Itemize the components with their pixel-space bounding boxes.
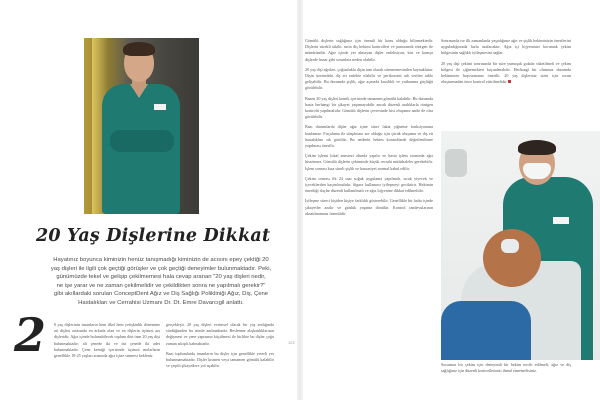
patient-hair	[483, 229, 541, 287]
paragraph: Çekim sonrası ilk 24 saat soğuk uygulama yapılmalı, sıcak yiyecek ve içeceklerden kaçınılmalıdır. Sigara kullanımı iyileşmeyi geciktirir. Hekimin önerdiği ilaçlar düzenli kullanılmalı ve ağız hijyenine dikkat edilmelidir.	[305, 175, 433, 194]
lead-line: Hayatınız boyunca kiminizin henüz tanışmadığı kiminizin de acısını epey çektiği 20	[53, 257, 269, 263]
dentist-mask	[523, 163, 551, 179]
portrait-name-badge	[154, 104, 166, 110]
dentist-hair	[518, 140, 556, 155]
lead-line: ne işe yarar ve ne zaman çekilmelidir ve çekildikten sonra ne yapılmalı gerekir?"	[56, 282, 266, 289]
patient-body	[441, 301, 531, 360]
paragraph-text: 20 yaş dişi çekimi sonrasında bir süre yumuşak gıdalar tüketilmeli ve çekim bölgesi ile çiğnemekten kaçınılmalıdır. Herhangi bir olumsuz durumda hekiminize başvurmanız önerilir. 20 yaş dişleriniz sizin için sorun oluşturmadan önce kontrol ettirilmelidir.	[441, 60, 571, 85]
body-column-2	[166, 322, 274, 392]
dental-lamp	[445, 149, 467, 177]
lead-line: gibi akıllardaki soruları ConceptDent Ağız ve Diş Sağlığı Polikliniği Ağız, Diş, Çene	[53, 291, 269, 298]
body-column-4	[441, 38, 571, 128]
drop-cap: 2	[14, 308, 47, 362]
paragraph: 0 yaş dişlerinin insanların hem ilkel hem yetişkinlik dönemine ait dişleri ortasında en arkada olan ve en dişlerin üçüncü azı dişleridir. Ağız içinde bulunabilecek toplam dört tane 20 yaş dişi bulunmaktadır; alt çenede iki ve üst çenede iki adet bulunmaktadır. Çene kemiği içerisinde üçüncü molarların genellikle 18-25 yaşları arasında ağız içine sürmesi beklenir.	[54, 322, 160, 359]
doctor-portrait-photo	[84, 38, 199, 214]
article-headline: 20 Yaş Dişlerine Dikkat	[36, 226, 271, 246]
lead-line: yaş dişleri ile ilgili çok geçtiği görüşler ve çok geçtiği deneyimler bulunmaktadır. Peki,	[50, 265, 272, 272]
page-number: 122	[288, 340, 295, 345]
paragraph: İyileşme süreci kişiden kişiye farklılık gösterebilir. Genellikle bir hafta içinde şikayetler azalır ve günlük yaşama dönülür. Kontrol randevularının aksatılmaması önemlidir.	[305, 198, 433, 216]
dentist-glove	[501, 239, 519, 253]
paragraph	[441, 61, 571, 86]
paragraph: 20 yaş dişi ağrıları, çoğunlukla dişin tam olarak sürememesinden kaynaklanır. Dişin üzerindeki diş eti enfekte olabilir ve perikoronit adı verilen tablo gelişebilir. Bu durumda şişlik, ağız açmada kısıtlılık ve yutkunma güçlüğü görülebilir.	[305, 66, 433, 91]
paragraph: gerçekleşir. 20 yaş dişleri evrimsel olarak bir yaş aralığında sürdüğünden bu isimle anılmaktadır. Beslenme alışkanlıklarının değişmesi ve çene yapısının küçülmesi ile birlikte bu dişler çoğu zaman sıkışık kalmaktadır.	[166, 322, 274, 346]
paragraph: Bazı durumlarda dişler ağız içine sürer fakat çiğneme fonksiyonuna katılamaz. Fırçalama ile ulaşılması zor olduğu için çürük oluşumu ve diş eti hastalıkları sık görülür. Bu nedenle hekim kontrolünde değerlendirme yapılması önerilir.	[305, 124, 433, 149]
paragraph: Bazı toplumlarda insanların bu dişler için genellikle yeterli yer bulunmamaktadır. Dişler kısmen veya tamamen gömülü kalabilir ve çeşitli şikayetlere yol açabilir.	[166, 350, 274, 369]
article-lead	[36, 256, 286, 308]
lead-line: günümüzde tekel ve gelişip çekilmemesi hala cevap aranan "20 yaş dişleri nedir,	[56, 274, 266, 281]
page-gutter	[297, 0, 303, 400]
end-of-article-mark	[508, 80, 511, 83]
dentist-patient-photo	[441, 131, 600, 360]
portrait-crossed-arms	[110, 130, 174, 152]
body-column-1	[54, 322, 160, 392]
portrait-hair	[123, 42, 155, 56]
body-column-5	[441, 362, 571, 396]
paragraph: Gömülü dişlerin sağlığınız için önemli bir konu olduğu bilinmektedir. Dişlerin sürekli takibi, rutin diş hekimi kontrolleri ve panoramik röntgen ile mümkündür. Ağız içinde yer almayan dişler enfeksiyon, kist ve komşu dişlerde hasar gibi sorunlara neden olabilir.	[305, 38, 433, 62]
paragraph: Bazen 20 yaş dişleri kemik içerisinde tamamen gömülü kalabilir. Bu durumda hasta herhangi bir şikayet yaşamayabilir ancak düzenli aralıklarla röntgen kontrolü yapılmalıdır. Gömülü dişlerin çevresinde kist oluşumu nadir de olsa görülebilir.	[305, 95, 433, 120]
paragraph: Sonrasında ise ilk zamanlarda yaşadığınız ağrı ve şişlik hekiminizin önerilerini uyguladığınızda hızla azalacaktır. Ağız içi hijyeninizi korumak çekim bölgesinin sağlıklı iyileşmesini sağlar.	[441, 38, 571, 56]
dentist-name-badge	[553, 217, 569, 224]
body-column-3	[305, 38, 433, 394]
paragraph: Çekim işlemi lokal anestezi altında yapılır ve hasta işlem sırasında ağrı hissetmez. Gömülü dişlerin çekiminde küçük cerrahi müdahaleler gerekebilir. İşlem sonrası kısa süreli şişlik ve hassasiyet normal kabul edilir.	[305, 153, 433, 171]
lead-line: Hastalıkları ve Cerrahisi Uzmanı Dr. Dt. Emre Davarcıgil anlattı.	[78, 299, 244, 306]
paragraph: Sorunsuz bir çekim için deneyimli bir hekim tercih edilmeli, ağız ve diş sağlığınız için düzenli kontrollerinizi ihmal etmemelisiniz.	[441, 362, 571, 374]
